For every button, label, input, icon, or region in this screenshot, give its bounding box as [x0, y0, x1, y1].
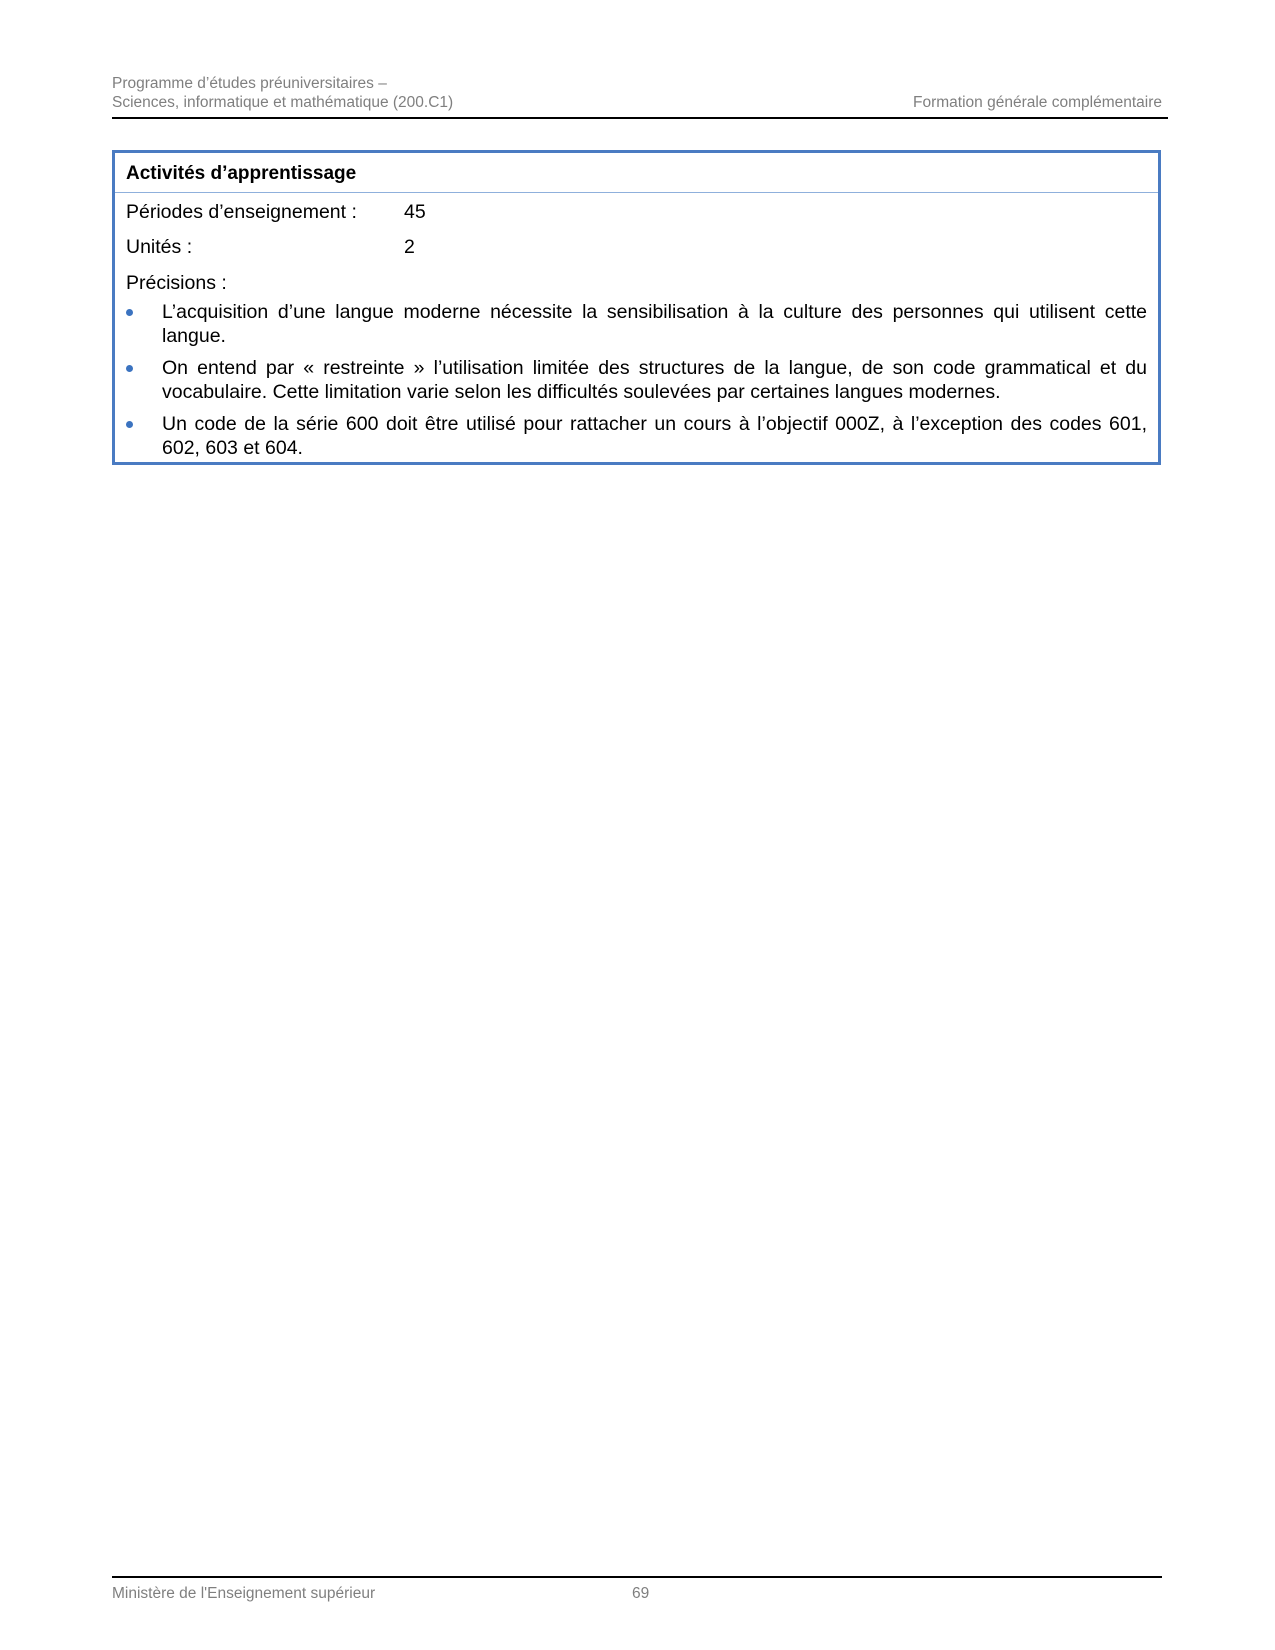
units-label: Unités : — [126, 236, 193, 258]
periods-value: 45 — [404, 201, 426, 223]
learning-activities-box — [112, 150, 1161, 465]
page-footer — [112, 1576, 1162, 1602]
box-title: Activités d’apprentissage — [115, 153, 1158, 193]
units-value: 2 — [404, 236, 415, 258]
precisions-list — [115, 300, 1158, 460]
periods-row — [115, 193, 1158, 228]
precisions-label: Précisions : — [126, 272, 227, 294]
list-item-text: Un code de la série 600 doit être utilisé pour rattacher un cours à l’objectif 000Z, à l’exception des codes 601, 602, 603 et 604. — [162, 413, 1147, 459]
header-program — [112, 74, 453, 112]
units-row — [115, 228, 1158, 263]
bullet-icon — [126, 365, 133, 372]
header-line-2: Sciences, informatique et mathématique (200.C1) — [112, 94, 454, 111]
periods-label: Périodes d’enseignement : — [126, 201, 357, 223]
list-item-text: L’acquisition d’une langue moderne nécessite la sensibilisation à la culture des personnes qui utilisent cette langue. — [162, 301, 1147, 347]
page-header — [112, 74, 1168, 119]
list-item-text: On entend par « restreinte » l’utilisation limitée des structures de la langue, de son code grammatical et du vocabulaire. Cette limitation varie selon les difficultés soulevées par certaines langues modernes. — [162, 357, 1147, 403]
page-number: 69 — [632, 1585, 650, 1602]
bullet-icon — [126, 309, 133, 316]
bullet-icon — [126, 421, 133, 428]
header-section: Formation générale complémentaire — [913, 94, 1162, 111]
list-item — [115, 412, 1158, 460]
list-item — [115, 356, 1158, 404]
header-line-1: Programme d’études préuniversitaires – — [112, 75, 387, 92]
footer-ministry: Ministère de l'Enseignement supérieur — [112, 1585, 376, 1602]
list-item — [115, 300, 1158, 348]
